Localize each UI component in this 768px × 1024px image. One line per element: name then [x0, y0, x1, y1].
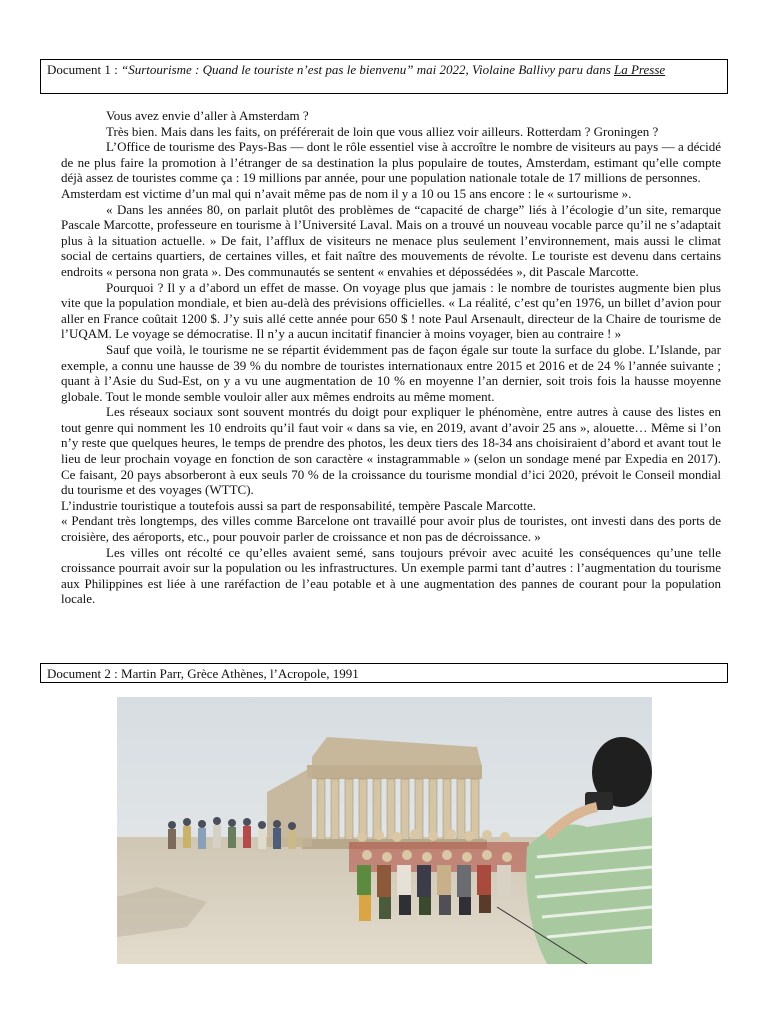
article-paragraph: L’industrie touristique a toutefois aussi sa part de responsabilité, tempère Pascale Marcotte.	[61, 497, 536, 513]
article-paragraph: Pourquoi ? Il y a d’abord un effet de masse. On voyage plus que jamais : le nombre de touristes augmente bien plus vite que la population mondiale, et bien au-delà des prévisions officielles. « La réalité, c’est qu’en 1976, un billet d’avion pour aller en France coûtait 1200 $. J’y suis allé cette année pour 650 $ ! note Paul Arsenault, directeur de la Chaire de tourisme de l’UQAM. Le voyage se démocratise. Il n’y a aucun incitatif financier à moins voyager, bien au contraire ! »	[61, 279, 721, 342]
document1-header	[40, 59, 728, 94]
article-paragraph: Vous avez envie d’aller à Amsterdam ?	[106, 108, 309, 123]
document2-header	[40, 663, 728, 683]
article-paragraph: L’Office de tourisme des Pays-Bas — dont le rôle essentiel vise à accroître le nombre de visiteurs au pays — a décidé de ne plus faire la promotion à l’étranger de sa destination la plus populaire de toutes, Amsterdam, estimant qu’elle compte déjà assez de touristes comme ça : 19 millions par année, pour une population nationale totale de 17 millions de personnes.	[61, 139, 721, 186]
parthenon-entablature	[307, 765, 482, 779]
document1-title: “Surtourisme : Quand le touriste n’est pas le bienvenu” mai 2022, Violaine Ballivy paru dans	[121, 62, 615, 77]
document1-source: La Presse	[614, 62, 666, 77]
article-paragraph: Amsterdam est victime d’un mal qui n’avait même pas de nom il y a 10 ou 15 ans encore : le « surtourisme ».	[61, 185, 632, 201]
crowd-left	[168, 817, 296, 849]
acropolis-photo	[117, 697, 652, 964]
article-paragraph: « Dans les années 80, on parlait plutôt des problèmes de “capacité de charge” liés à l’écologie d’un site, remarque Pascale Marcotte, professeure en tourisme à l’Université Laval. Mais on a trouvé un nouveau vocable parce qu’il ne s’adaptait plus à la situation actuelle. » De fait, l’afflux de visiteurs ne menace plus seulement l’environnement, mais aussi le climat social de certains quartiers, de certaines villes, et fait naître des mouvements de révolte. Le touriste est devenu dans certains endroits « persona non grata ». Des communautés se sentent « envahies et dépossédées », dit Pascale Marcotte.	[61, 201, 721, 279]
document2-label: Document 2 : Martin Parr, Grèce Athènes, l’Acropole, 1991	[47, 666, 359, 681]
article-body	[61, 108, 721, 607]
document1-label: Document 1 :	[47, 62, 122, 77]
article-paragraph: Très bien. Mais dans les faits, on préférerait de loin que vous alliez voir ailleurs. Rotterdam ? Groningen ?	[106, 123, 659, 139]
article-paragraph: Sauf que voilà, le tourisme ne se répartit évidemment pas de façon égale sur toute la surface du globe. L’Islande, par exemple, a connu une hausse de 39 % du nombre de touristes internationaux entre 2015 et 2016 et de 24 % l’année suivante ; quant à l’Asie du Sud-Est, on y a vu une augmentation de 10 % en moyenne l’an dernier, soit trois fois la hausse moyenne globale. Tout le monde semble vouloir aller aux mêmes endroits au même moment.	[61, 341, 721, 404]
article-paragraph: Les villes ont récolté ce qu’elles avaient semé, sans toujours prévoir avec acuité les conséquences qu’une telle croissance pourrait avoir sur la population ou les infrastructures. Un exemple parmi tant d’autres : l’augmentation du tourisme aux Philippines est liée à une raréfaction de l’eau potable et à une augmentation des pannes de courant pour la population locale.	[61, 544, 721, 607]
article-paragraph: « Pendant très longtemps, des villes comme Barcelone ont travaillé pour avoir plus de touristes, ont investi dans des ports de croisière, des aéroports, etc., pour pouvoir parler de croissance et non pas de décroissance. »	[61, 513, 721, 545]
article-paragraph: Les réseaux sociaux sont souvent montrés du doigt pour expliquer le phénomène, entre autres à cause des listes en tout genre qui nomment les 10 endroits qu’il faut voir « dans sa vie, en 2019, avant d’avoir 25 ans », alouette… Même si l’on n’y reste que quelques heures, le temps de prendre des photos, les deux tiers des 18-34 ans choisiraient d’abord et avant tout le lieu de leur prochain voyage en fonction de son caractère « instagrammable » (selon un sondage mené par Expedia en 2017). Ce faisant, 20 pays absorberont à eux seuls 70 % de la croissance du tourisme mondial d’ici 2020, prévoit le Conseil mondial du tourisme et des voyages (WTTC).	[61, 404, 721, 498]
